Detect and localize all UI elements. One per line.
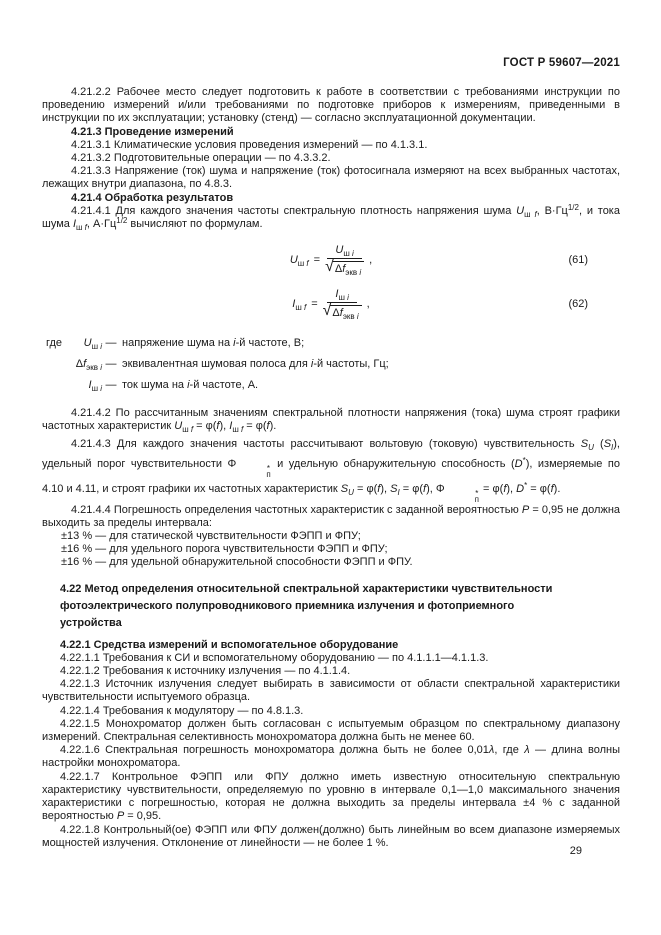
tolerance-item-3: ±16 % — для удельной обнаружительной способности ФЭПП и ФПУ. [61, 556, 413, 569]
definition-text: напряжение шума на i-й частоте, В; [122, 337, 305, 350]
para-4-21-3-3: 4.21.3.3 Напряжение (ток) шума и напряжение (ток) фотосигнала измеряют на всех выбранных частотах, лежащих внутри диапазона, по 4.8.3. [42, 165, 620, 191]
tolerance-item-2: ±16 % — для удельного порога чувствительности ФЭПП и ФПУ; [61, 543, 388, 556]
document-header: ГОСТ Р 59607—2021 [503, 57, 620, 69]
definition-text: эквивалентная шумовая полоса для i-й частоты, Гц; [122, 358, 389, 371]
document-body [42, 86, 620, 850]
formula-62-numerator: $I_{ш i}$ [327, 288, 356, 303]
para-4-22-1-1: 4.22.1.1 Требования к СИ и вспомогательному оборудованию — по 4.1.1.1—4.1.1.3. [60, 651, 489, 664]
para-4-22-1-6: 4.22.1.6 Спектральная погрешность монохроматора должна быть не более 0,01λ, где λ — длина волны настройки монохроматора. [42, 744, 621, 770]
formula-61-numerator: $U_{ш i}$ [327, 244, 361, 259]
formula-61-denominator: √ $\Delta f_{экв i}$ [325, 259, 364, 275]
para-4-22-1-8: 4.22.1.8 Контрольный(ое) ФЭПП или ФПУ должен(должно) быть линейным во всем диапазоне измеряемых мощностей излучения. Отклонение от линейности — не более 1 %. [42, 823, 620, 849]
formula-62-denominator: √ $\Delta f_{экв i}$ [323, 303, 362, 319]
heading-4-22-line-2: фотоэлектрического полупроводникового приемника излучения и фотоприемного [60, 599, 515, 612]
para-4-21-4-4: 4.21.4.4 Погрешность определения частотных характеристик с заданной вероятностью P = 0,95 не должна выходить за пределы интервала: [42, 503, 621, 529]
para-4-21-4-1: 4.21.4.1 Для каждого значения частоты спектральную плотность напряжения шума $U_ш$ $_f$, $В\cdot Гц^{1/2}$, и тока шума $I_ш$ $_f$, $А\cdot Гц^{1/2}$ вычисляют по формулам. [42, 202, 620, 233]
formula-61-comma: , [369, 253, 373, 266]
para-4-22-1-4: 4.22.1.4 Требования к модулятору — по 4.8.1.3. [60, 704, 304, 717]
definition-symbol: $U_{ш i}$ [83, 337, 102, 352]
equals-sign: = [311, 297, 318, 310]
para-4-21-2-2: 4.21.2.2 Рабочее место следует подготовить к работе в соответствии с требованиями инструкции по проведению измерений и/или требованиями по подготовке приборов к измерениям, приведенными в инструкции по их эксплуатации; установку (стенд) — согласно эксплуатационной документации. [42, 86, 620, 125]
definition-dash: — [105, 358, 117, 371]
para-4-21-4-2: 4.21.4.2 По рассчитанным значениям спектральной плотности напряжения (тока) шума строят графики частотных характеристик $U_ш$ $_f$ = φ(f), $I_ш$ $_f$ = φ(f). [42, 407, 620, 435]
formula-61-fraction [325, 244, 364, 278]
heading-4-21-3: 4.21.3 Проведение измерений [71, 125, 234, 138]
definition-symbol: $I_{ш i}$ [88, 379, 102, 394]
formula-62 [42, 288, 620, 322]
formula-62-lhs: $I_{ш f}$ [292, 297, 307, 312]
heading-4-22-line-3: устройства [60, 616, 122, 629]
formula-62-number: (62) [568, 297, 588, 310]
heading-4-22 [42, 581, 620, 632]
definition-row [46, 375, 620, 396]
definition-row [46, 333, 620, 354]
formula-61-lhs: $U_{ш f}$ [289, 253, 309, 268]
definition-dash: — [105, 379, 117, 392]
definition-row [46, 354, 620, 375]
para-4-21-4-3: 4.21.4.3 Для каждого значения частоты рассчитывают вольтовую (токовую) чувствительность $S_U$ $(S_I)$, удельный порог чувствительности Φ * п и удельную обнаружительную способность (D*), измеряемые по 4.10 и 4.11, и строят графики их частотных характеристик $S_U = \varphi(f)$, $S_I = \varphi(f)$, Φ * п = φ(f), D* = φ(f). [42, 437, 620, 505]
formula-61-number: (61) [568, 253, 588, 266]
definitions-list [42, 333, 620, 396]
formula-61-expression [42, 244, 620, 278]
sqrt-radical-icon: √ [325, 258, 334, 276]
para-4-21-3-2: 4.21.3.2 Подготовительные операции — по 4.3.3.2. [71, 152, 331, 165]
definition-text: ток шума на i-й частоте, А. [122, 379, 259, 392]
formula-62-expression [42, 288, 620, 322]
para-4-22-1-5: 4.22.1.5 Монохроматор должен быть согласован с испытуемым образцом по спектральному диапазону измерений. Спектральная селективность монохроматора должна быть не менее 60. [42, 717, 620, 744]
heading-4-21-4: 4.21.4 Обработка результатов [71, 191, 234, 204]
formula-61 [42, 244, 620, 278]
formula-62-comma: , [366, 297, 370, 310]
tolerance-item-1: ±13 % — для статической чувствительности ФЭПП и ФПУ; [61, 530, 361, 543]
definition-dash: — [105, 337, 117, 350]
formula-62-fraction [322, 288, 362, 322]
heading-4-22-1: 4.22.1 Средства измерений и вспомогательное оборудование [60, 638, 399, 651]
equals-sign: = [313, 253, 321, 266]
para-4-21-3-1: 4.21.3.1 Климатические условия проведения измерений — по 4.1.3.1. [71, 138, 428, 151]
para-4-22-1-2: 4.22.1.2 Требования к источнику излучения — по 4.1.1.4. [60, 665, 351, 678]
para-4-22-1-7: 4.22.1.7 Контрольное ФЭПП или ФПУ должно иметь известную относительную спектральную характеристику чувствительности, определяемую по уровню в интервале 0,1—1,0 максимального значения характеристики с погрешностью, которая не должна выходить за пределы интервала ±4 % с заданной вероятностью P = 0,95. [42, 770, 620, 823]
definition-symbol: $\Delta f_{экв i}$ [75, 358, 102, 373]
sqrt-radical-icon: √ [322, 302, 332, 320]
definition-intro: где [46, 337, 63, 350]
heading-4-22-line-1: 4.22 Метод определения относительной спектральной характеристики чувствительности [60, 582, 553, 595]
para-4-22-1-3: 4.22.1.3 Источник излучения следует выбирать в зависимости от области спектральной характеристики чувствительности испытуемого образца. [42, 678, 620, 704]
page-number: 29 [569, 845, 582, 857]
